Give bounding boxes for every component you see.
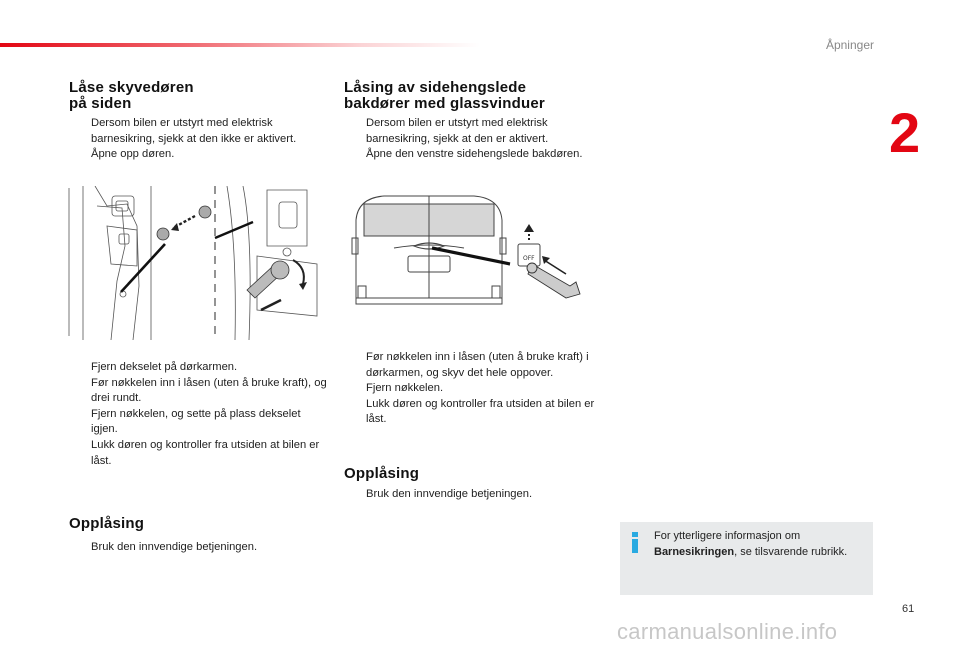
list-item-text: Åpne den venstre sidehengslede bakdøren.: [366, 148, 583, 161]
list-item: [344, 147, 584, 163]
list-item: [344, 487, 606, 503]
sliding-door-lock-illustration: [67, 186, 323, 340]
chapter-number: 2: [889, 101, 921, 164]
left-title-line1: Låse skyvedøren: [69, 79, 194, 96]
list-item: [344, 381, 606, 397]
list-item-text: Fjern dekselet på dørkarmen.: [91, 361, 238, 373]
list-item-text: Lukk døren og kontroller fra utsiden at bilen er låst.: [366, 397, 595, 426]
list-item: [69, 438, 329, 469]
left-section-title: [69, 80, 194, 112]
list-item: [69, 540, 329, 556]
left-steps-list: [69, 360, 329, 469]
left-unlock-list: [69, 540, 329, 556]
list-item-text: Før nøkkelen inn i låsen (uten å bruke kraft) i dørkarmen, og skyv det hele oppover.: [366, 351, 589, 379]
list-item: [69, 116, 329, 147]
right-title-line2: bakdører med glassvinduer: [344, 95, 545, 112]
right-steps-list: [344, 350, 606, 428]
list-item-text: Bruk den innvendige betjeningen.: [366, 488, 533, 500]
list-item-text: Dersom bilen er utstyrt med elektrisk barnesikring, sjekk at den ikke er aktivert.: [91, 117, 297, 145]
left-unlock-title: Opplåsing: [69, 515, 145, 532]
left-title-line2: på siden: [69, 95, 132, 112]
info-text-tail: , se tilsvarende rubrikk.: [734, 546, 848, 558]
watermark: carmanualsonline.info: [617, 619, 838, 644]
info-text: [654, 528, 869, 560]
list-item-text: Fjern nøkkelen.: [366, 382, 444, 395]
page-number: 61: [902, 603, 915, 615]
right-title-line1: Låsing av sidehengslede: [344, 79, 527, 96]
info-text-link-term: Barnesikringen: [654, 546, 735, 558]
top-accent-bar: [0, 43, 480, 47]
list-item: [344, 397, 606, 428]
list-item: [69, 376, 329, 407]
rear-doors-lock-drawing: [344, 190, 600, 340]
chapter-title: Åpninger: [825, 38, 874, 52]
list-item-text: Lukk døren og kontroller fra utsiden at bilen er låst.: [91, 438, 320, 467]
svg-text:OFF: OFF: [523, 255, 535, 262]
right-unlock-title: Opplåsing: [344, 465, 420, 482]
list-item-text: Åpne opp døren.: [91, 148, 175, 161]
right-section-title: [344, 80, 545, 112]
left-intro-list: [69, 116, 329, 163]
list-item: [69, 360, 329, 376]
right-unlock-list: [344, 487, 606, 503]
list-item-text: Bruk den innvendige betjeningen.: [91, 541, 258, 553]
list-item: [344, 116, 584, 147]
info-box: [620, 522, 873, 595]
list-item: [344, 350, 606, 381]
list-item-text: Før nøkkelen inn i låsen (uten å bruke kraft), og drei rundt.: [91, 376, 327, 405]
sliding-door-lock-drawing: [67, 186, 323, 340]
list-item-text: Dersom bilen er utstyrt med elektrisk barnesikring, sjekk at den er aktivert.: [366, 117, 549, 145]
rear-doors-lock-illustration: [344, 190, 600, 340]
list-item: [69, 147, 329, 163]
info-icon: [630, 532, 640, 550]
list-item-text: Fjern nøkkelen, og sette på plass dekselet igjen.: [91, 407, 301, 436]
right-intro-list: [344, 116, 584, 163]
info-text-lead: For ytterligere informasjon om: [654, 530, 801, 542]
list-item: [69, 407, 329, 438]
